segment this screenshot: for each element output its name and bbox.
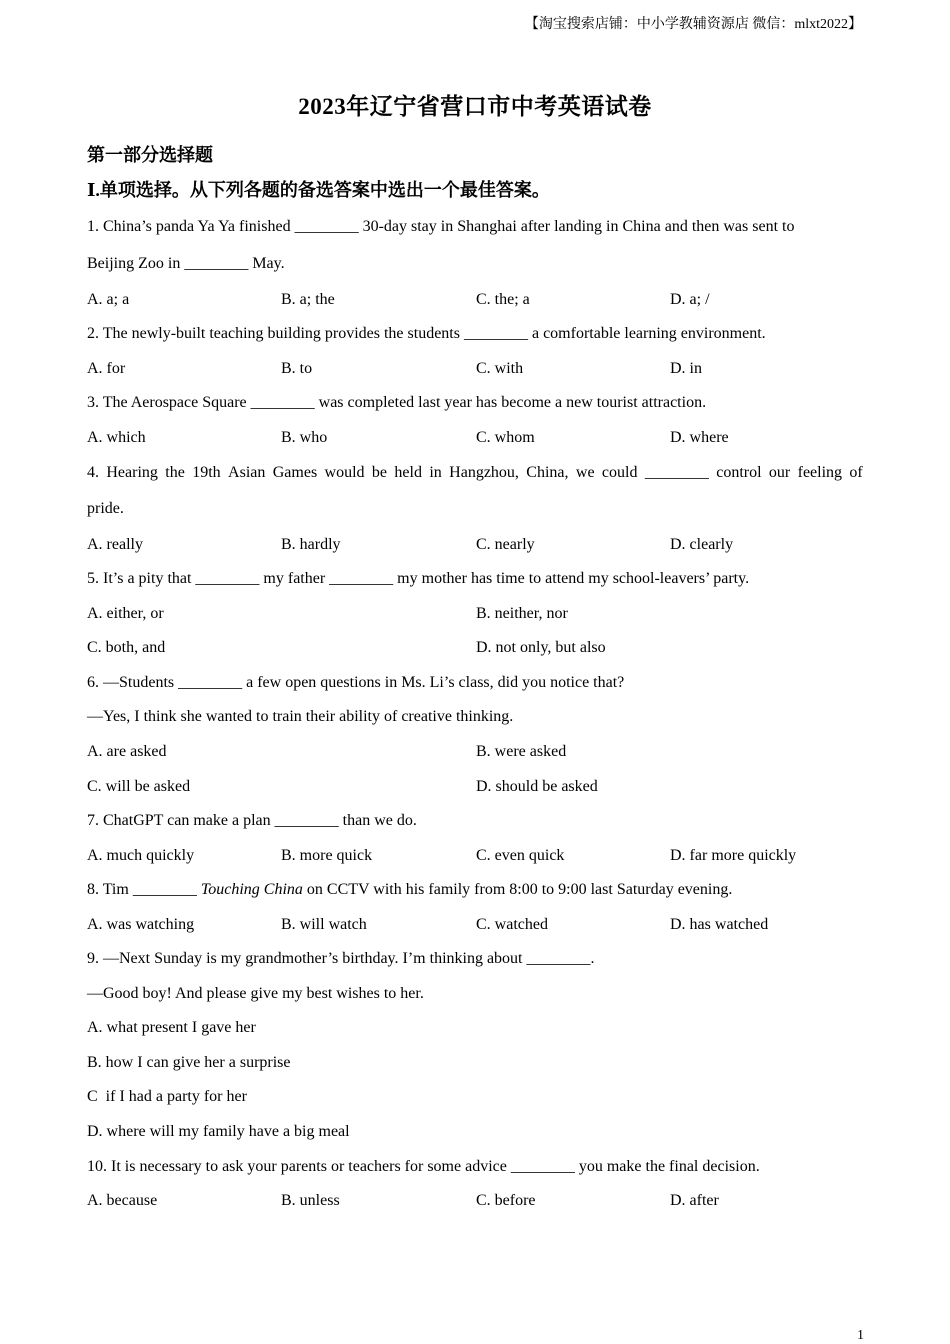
question-8-stem-end: on CCTV with his family from 8:00 to 9:00 last Saturday evening. — [302, 881, 733, 898]
part-title: 第一部分选择题 — [87, 145, 213, 165]
question-4-word: would — [324, 464, 365, 481]
question-8-option-b: B. will watch — [281, 916, 367, 933]
question-4-word: feeling — [797, 464, 843, 481]
question-2-option-c: C. with — [476, 360, 524, 377]
section-title: Ⅰ.单项选择。从下列各题的备选答案中选出一个最佳答案。 — [87, 180, 550, 200]
question-4-word: held — [394, 464, 422, 481]
question-8-option-d: D. has watched — [670, 916, 769, 933]
question-9-option-c: C if I had a party for her — [87, 1088, 247, 1105]
question-4-word: in — [429, 464, 442, 481]
question-6-option-c: C. will be asked — [87, 778, 191, 795]
question-2-option-b: B. to — [281, 360, 313, 377]
question-5-stem: 5. It’s a pity that ________ my father ________ my mother has time to attend my school-leavers’ party. — [87, 570, 750, 587]
question-8-stem-start: 8. Tim ________ — [87, 881, 201, 898]
question-3-option-b: B. who — [281, 429, 328, 446]
question-4-word: be — [371, 464, 388, 481]
question-5-option-d: D. not only, but also — [476, 639, 606, 656]
question-10-stem: 10. It is necessary to ask your parents or teachers for some advice ________ you make the final decision. — [87, 1158, 760, 1175]
question-6-stem-line-2: —Yes, I think she wanted to train their ability of creative thinking. — [87, 708, 514, 725]
question-7-option-c: C. even quick — [476, 847, 565, 864]
question-6-option-d: D. should be asked — [476, 778, 598, 795]
question-8-option-c: C. watched — [476, 916, 548, 933]
question-1-stem-line-1: 1. China’s panda Ya Ya finished ________ 30-day stay in Shanghai after landing in China and then was sent to — [87, 218, 795, 235]
question-5-option-a: A. either, or — [87, 605, 164, 622]
question-10-option-b: B. unless — [281, 1192, 340, 1209]
question-10-option-a: A. because — [87, 1192, 158, 1209]
question-1-option-a: A. a; a — [87, 291, 130, 308]
question-7-option-a: A. much quickly — [87, 847, 195, 864]
question-4-word: of — [849, 464, 863, 481]
question-9-stem-line-1: 9. —Next Sunday is my grandmother’s birthday. I’m thinking about ________. — [87, 950, 595, 967]
question-6-option-a: A. are asked — [87, 743, 167, 760]
question-5-option-c: C. both, and — [87, 639, 166, 656]
question-7-stem: 7. ChatGPT can make a plan ________ than we do. — [87, 812, 417, 829]
question-4-word: 4. — [87, 464, 99, 481]
question-4-word: Hearing — [106, 464, 158, 481]
question-6-option-b: B. were asked — [476, 743, 567, 760]
question-4-option-d: D. clearly — [670, 536, 734, 553]
question-2-stem: 2. The newly-built teaching building provides the students ________ a comfortable learning environment. — [87, 325, 766, 342]
question-4-option-b: B. hardly — [281, 536, 341, 553]
page-title: 2023年辽宁省营口市中考英语试卷 — [298, 94, 652, 119]
question-3-option-a: A. which — [87, 429, 146, 446]
question-6-stem-line-1: 6. —Students ________ a few open questions in Ms. Li’s class, did you notice that? — [87, 674, 625, 691]
question-8-program-title: Touching China — [200, 881, 303, 898]
question-4-word: we — [575, 464, 595, 481]
question-7-option-d: D. far more quickly — [670, 847, 797, 864]
question-4-stem-line-1 — [87, 463, 863, 483]
question-4-word: our — [768, 464, 791, 481]
question-3-option-d: D. where — [670, 429, 729, 446]
question-4-word: 19th — [192, 464, 221, 481]
question-9-option-b: B. how I can give her a surprise — [87, 1054, 291, 1071]
page-number: 1 — [857, 1328, 864, 1343]
question-10-option-c: C. before — [476, 1192, 536, 1209]
question-8-option-a: A. was watching — [87, 916, 195, 933]
question-4-word: Asian — [228, 464, 266, 481]
question-4-word: Games — [272, 464, 318, 481]
header-note: 【淘宝搜索店铺：中小学教辅资源店 微信：mlxt2022】 — [524, 17, 862, 32]
question-7-option-b: B. more quick — [281, 847, 373, 864]
question-2-option-d: D. in — [670, 360, 702, 377]
question-1-option-d: D. a; / — [670, 291, 710, 308]
question-3-option-c: C. whom — [476, 429, 535, 446]
question-4-word: ________ — [644, 464, 709, 481]
question-2-option-a: A. for — [87, 360, 126, 377]
question-4-option-c: C. nearly — [476, 536, 535, 553]
question-8-stem — [87, 880, 732, 900]
question-9-option-d: D. where will my family have a big meal — [87, 1123, 350, 1140]
question-9-stem-line-2: —Good boy! And please give my best wishes to her. — [87, 985, 424, 1002]
question-4-word: could — [601, 464, 638, 481]
question-10-option-d: D. after — [670, 1192, 719, 1209]
question-4-word: control — [716, 464, 762, 481]
question-1-stem-line-2: Beijing Zoo in ________ May. — [87, 255, 285, 272]
question-4-word: the — [165, 464, 185, 481]
question-3-stem: 3. The Aerospace Square ________ was completed last year has become a new tourist attraction. — [87, 394, 707, 411]
question-4-stem-line-2: pride. — [87, 500, 124, 517]
question-4-word: China, — [526, 464, 569, 481]
question-5-option-b: B. neither, nor — [476, 605, 568, 622]
question-1-option-b: B. a; the — [281, 291, 335, 308]
question-4-option-a: A. really — [87, 536, 143, 553]
question-1-option-c: C. the; a — [476, 291, 530, 308]
question-9-option-a: A. what present I gave her — [87, 1019, 256, 1036]
question-4-word: Hangzhou, — [449, 464, 519, 481]
